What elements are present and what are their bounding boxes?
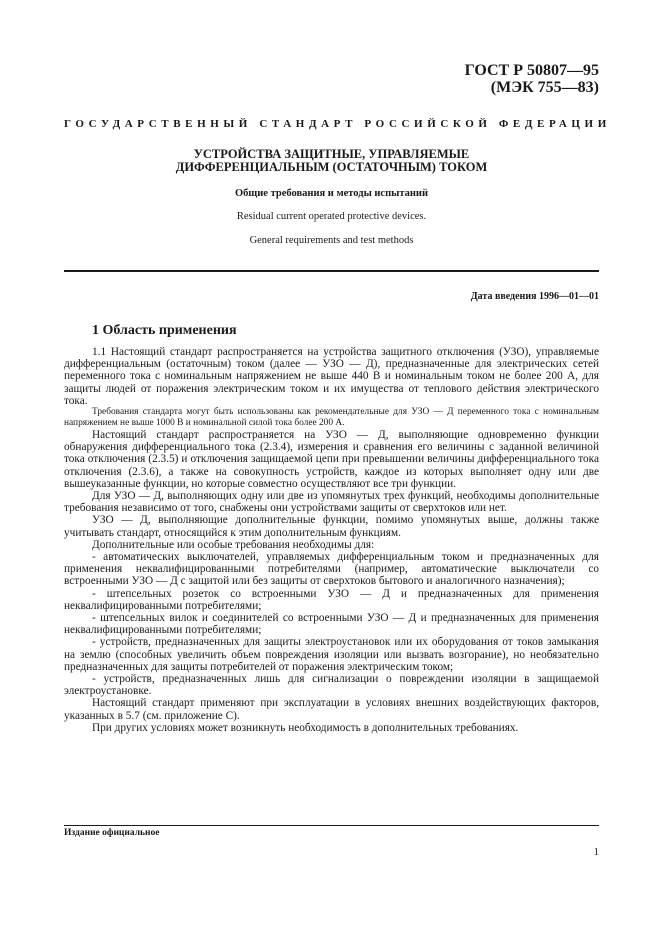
- title-ru-line1: УСТРОЙСТВА ЗАЩИТНЫЕ, УПРАВЛЯЕМЫЕ: [193, 147, 470, 161]
- list-item: - штепсельных розеток со встроенными УЗО — Д и предназначенных для применения неквалифицированными потребителями;: [64, 587, 599, 612]
- list-item: - автоматических выключателей, управляемых дифференциальным током и предназначенных для применения неквалифицированными потребителями (например, автоматические выключатели со встроенными УЗО — Д с защитой или без защиты от сверхтоков бытового и аналогичного назначения);: [64, 551, 599, 588]
- top-divider: [64, 270, 599, 272]
- state-standard-title: ГОСУДАРСТВЕННЫЙ СТАНДАРТ РОССИЙСКОЙ ФЕДЕРАЦИИ: [64, 118, 611, 130]
- title-block: [64, 148, 599, 247]
- paragraph: Для УЗО — Д, выполняющих одну или две из упомянутых трех функций, необходимы дополнительные требования независимо от того, снабжены они устройствами защиты от сверхтоков или нет.: [64, 490, 599, 515]
- bottom-divider: [64, 825, 599, 826]
- page-number: 1: [593, 846, 599, 858]
- list-item: - устройств, предназначенных лишь для сигнализации о повреждении изоляции в защищаемой электроустановке.: [64, 673, 599, 698]
- list-item: - устройств, предназначенных для защиты электроустановок или их оборудования от токов замыкания на землю (способных увеличить объем повреждения изоляции или вызвать возгорание), но необязательно предназначенных для защиты потребителей от поражения электрическим током;: [64, 636, 599, 673]
- official-edition-label: Издание официальное: [64, 828, 160, 838]
- list-item: - штепсельных вилок и соединителей со встроенными УЗО — Д и предназначенных для применения неквалифицированными потребителями;: [64, 612, 599, 637]
- paragraph: При других условиях может возникнуть необходимость в дополнительных требованиях.: [92, 721, 519, 734]
- title-en-line2: General requirements and test methods: [249, 235, 414, 246]
- gost-number-line1: ГОСТ Р 50807—95: [464, 62, 599, 79]
- paragraph: 1.1 Настоящий стандарт распространяется на устройства защитного отключения (УЗО), управляемые дифференциальным (остаточным) током (далее — УЗО — Д), предназначенные для электрических сетей переменного тока с номинальным напряжением не выше 440 В и номинальным током не более 200 А, для защиты людей от поражения электрическим током и их имущества от теплового действия электрического тока.: [64, 346, 599, 407]
- paragraph-note: Требования стандарта могут быть использованы как рекомендательные для УЗО — Д переменного тока с номинальным напряжением не выше 1000 В и номинальной силой тока более 200 А.: [64, 407, 599, 429]
- section-body: [64, 346, 599, 734]
- title-ru-line2: ДИФФЕРЕНЦИАЛЬНЫМ (ОСТАТОЧНЫМ) ТОКОМ: [175, 160, 488, 174]
- paragraph: Настоящий стандарт применяют при эксплуатации в условиях внешних воздействующих факторов, указанных в 5.7 (см. приложение С).: [64, 697, 599, 722]
- intro-date: Дата введения 1996—01—01: [470, 291, 599, 302]
- paragraph: Дополнительные или особые требования необходимы для:: [92, 538, 375, 551]
- paragraph: Настоящий стандарт распространяется на УЗО — Д, выполняющие одновременно функции обнаружения дифференциального тока (2.3.4), измерения и сравнения его величины с заданной величиной тока отключения (2.3.5) и отключения защищаемой цепи при превышении величины дифференциального тока отключения (2.3.6), а также на совокупность устройств, каждое из которых выполняет одну или две вышеуказанные функции, но которые совместно осуществляют все три функции.: [64, 429, 599, 490]
- subtitle-ru: Общие требования и методы испытаний: [234, 188, 429, 199]
- gost-number: [465, 62, 599, 96]
- paragraph: УЗО — Д, выполняющие дополнительные функции, помимо упомянутых выше, должны также учитывать стандарт, относящийся к этим дополнительным функциям.: [64, 514, 599, 539]
- title-en-line1: Residual current operated protective devices.: [236, 211, 427, 222]
- section-heading: 1 Область применения: [92, 323, 237, 338]
- gost-number-line2: (МЭК 755—83): [490, 79, 599, 96]
